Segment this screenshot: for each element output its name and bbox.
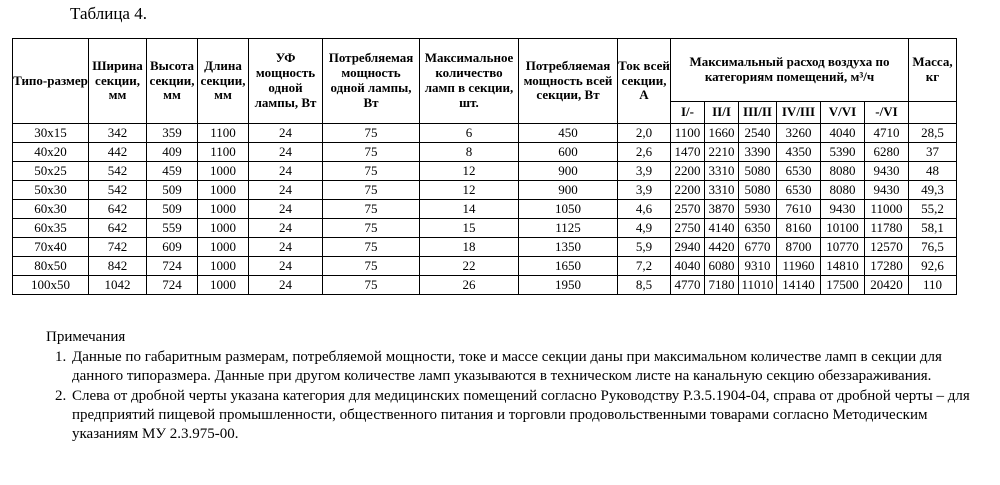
table-cell: 11780 [865, 219, 909, 238]
table-cell: 4770 [671, 276, 705, 295]
notes-list [46, 348, 986, 444]
table-cell: 17500 [821, 276, 865, 295]
table-caption: Таблица 4. [70, 4, 147, 23]
table-cell: 2940 [671, 238, 705, 257]
table-cell: 75 [323, 238, 420, 257]
table-cell: 1100 [198, 143, 249, 162]
table-cell: 1100 [198, 124, 249, 143]
table-cell: 24 [249, 200, 323, 219]
table-cell: 37 [909, 143, 957, 162]
table-cell: 9430 [865, 181, 909, 200]
table-cell: 2,6 [618, 143, 671, 162]
table-cell: 6280 [865, 143, 909, 162]
table-row [13, 200, 957, 219]
table-cell: 75 [323, 124, 420, 143]
table-cell: 5930 [739, 200, 777, 219]
header-power-section: Потребляемая мощность всей секции, Вт [519, 39, 618, 124]
table-cell: 642 [89, 200, 147, 219]
table-cell: 10770 [821, 238, 865, 257]
table-cell: 14140 [777, 276, 821, 295]
header-mass: Масса, кг [909, 39, 957, 102]
table-cell: 18 [420, 238, 519, 257]
table-cell: 9310 [739, 257, 777, 276]
table-cell: 30x15 [13, 124, 89, 143]
table-body [13, 124, 957, 295]
table-cell: 75 [323, 200, 420, 219]
table-row [13, 162, 957, 181]
table-cell: 4,6 [618, 200, 671, 219]
table-cell: 1000 [198, 219, 249, 238]
specs-table [12, 38, 957, 295]
table-cell: 1000 [198, 238, 249, 257]
table-cell: 3870 [705, 200, 739, 219]
table-cell: 48 [909, 162, 957, 181]
table-cell: 24 [249, 238, 323, 257]
table-cell: 6350 [739, 219, 777, 238]
table-cell: 5080 [739, 181, 777, 200]
table-cell: 609 [147, 238, 198, 257]
table-cell: 359 [147, 124, 198, 143]
note-item: 2. Слева от дробной черты указана категория для медицинских помещений согласно Руководству Р.3.5.1904-04, справа от дробной черты – для предприятий пищевой промышленности, общественного питания и торговли продовольственными товарами согласно Методическим указаниям МУ 2.3.975-00. [70, 387, 986, 444]
table-cell: 24 [249, 124, 323, 143]
header-category: I/- [671, 102, 705, 124]
table-cell: 60x30 [13, 200, 89, 219]
table-cell: 2750 [671, 219, 705, 238]
table-cell: 459 [147, 162, 198, 181]
table-cell: 3310 [705, 181, 739, 200]
table-cell: 4,9 [618, 219, 671, 238]
table-cell: 50x25 [13, 162, 89, 181]
table-cell: 49,3 [909, 181, 957, 200]
table-cell: 4140 [705, 219, 739, 238]
header-category: II/I [705, 102, 739, 124]
header-power-lamp: Потребляемая мощность одной лампы, Вт [323, 39, 420, 124]
table-cell: 24 [249, 219, 323, 238]
table-cell: 1650 [519, 257, 618, 276]
table-cell: 542 [89, 162, 147, 181]
table-cell: 542 [89, 181, 147, 200]
table-cell: 26 [420, 276, 519, 295]
table-cell: 2200 [671, 181, 705, 200]
table-cell: 28,5 [909, 124, 957, 143]
table-cell: 10100 [821, 219, 865, 238]
table-cell: 1470 [671, 143, 705, 162]
table-cell: 8160 [777, 219, 821, 238]
table-cell: 2200 [671, 162, 705, 181]
table-cell: 1000 [198, 257, 249, 276]
note-item: 1. Данные по габаритным размерам, потребляемой мощности, токе и массе секции даны при максимальном количестве ламп в секции для данного типоразмера. Данные при другом количестве ламп указываются в техническом листе на канальную секцию обеззараживания. [70, 348, 986, 386]
table-row [13, 143, 957, 162]
table-cell: 450 [519, 124, 618, 143]
table-cell: 3,9 [618, 162, 671, 181]
table-cell: 8080 [821, 162, 865, 181]
table-cell: 55,2 [909, 200, 957, 219]
table-cell: 100x50 [13, 276, 89, 295]
table-cell: 75 [323, 181, 420, 200]
table-cell: 8 [420, 143, 519, 162]
table-cell: 4040 [671, 257, 705, 276]
table-cell: 900 [519, 162, 618, 181]
table-cell: 2570 [671, 200, 705, 219]
table-cell: 4350 [777, 143, 821, 162]
table-cell: 724 [147, 276, 198, 295]
table-cell: 75 [323, 276, 420, 295]
table-cell: 11000 [865, 200, 909, 219]
table-cell: 342 [89, 124, 147, 143]
table-cell: 92,6 [909, 257, 957, 276]
table-cell: 12 [420, 181, 519, 200]
table-cell: 9430 [821, 200, 865, 219]
table-cell: 559 [147, 219, 198, 238]
table-cell: 4040 [821, 124, 865, 143]
table-cell: 76,5 [909, 238, 957, 257]
table-cell: 6770 [739, 238, 777, 257]
table-cell: 1000 [198, 162, 249, 181]
table-cell: 14810 [821, 257, 865, 276]
table-cell: 110 [909, 276, 957, 295]
table-cell: 1050 [519, 200, 618, 219]
table-cell: 4710 [865, 124, 909, 143]
header-length: Длина секции, мм [198, 39, 249, 124]
table-cell: 1000 [198, 181, 249, 200]
table-cell: 2210 [705, 143, 739, 162]
table-cell: 75 [323, 143, 420, 162]
table-cell: 50x30 [13, 181, 89, 200]
table-cell: 5,9 [618, 238, 671, 257]
table-cell: 842 [89, 257, 147, 276]
table-cell: 12 [420, 162, 519, 181]
notes-title: Примечания [46, 329, 126, 345]
table-cell: 3390 [739, 143, 777, 162]
table-row [13, 238, 957, 257]
table-cell: 6080 [705, 257, 739, 276]
table-cell: 24 [249, 143, 323, 162]
table-cell: 7,2 [618, 257, 671, 276]
table-cell: 2,0 [618, 124, 671, 143]
table-cell: 8080 [821, 181, 865, 200]
table-cell: 22 [420, 257, 519, 276]
table-cell: 14 [420, 200, 519, 219]
table-row [13, 181, 957, 200]
table-cell: 1950 [519, 276, 618, 295]
table-row [13, 219, 957, 238]
table-cell: 3260 [777, 124, 821, 143]
table-cell: 6530 [777, 162, 821, 181]
table-cell: 5080 [739, 162, 777, 181]
table-cell: 24 [249, 276, 323, 295]
header-mass-blank [909, 102, 957, 124]
header-uv-power: УФ мощность одной лампы, Вт [249, 39, 323, 124]
table-cell: 1000 [198, 276, 249, 295]
table-cell: 509 [147, 181, 198, 200]
table-cell: 1100 [671, 124, 705, 143]
header-type: Типо-размер [13, 39, 89, 124]
table-cell: 7180 [705, 276, 739, 295]
table-cell: 60x35 [13, 219, 89, 238]
table-cell: 9430 [865, 162, 909, 181]
header-category: -/VI [865, 102, 909, 124]
table-cell: 409 [147, 143, 198, 162]
table-cell: 442 [89, 143, 147, 162]
table-cell: 600 [519, 143, 618, 162]
table-cell: 6 [420, 124, 519, 143]
header-height: Высота секции, мм [147, 39, 198, 124]
header-airflow: Максимальный расход воздуха по категориям помещений, м³/ч [671, 39, 909, 102]
table-cell: 75 [323, 162, 420, 181]
table-cell: 12570 [865, 238, 909, 257]
table-cell: 80x50 [13, 257, 89, 276]
table-cell: 1350 [519, 238, 618, 257]
table-row [13, 276, 957, 295]
table-cell: 5390 [821, 143, 865, 162]
table-cell: 2540 [739, 124, 777, 143]
table-row [13, 257, 957, 276]
table-cell: 742 [89, 238, 147, 257]
table-cell: 642 [89, 219, 147, 238]
header-max-lamps: Максимальное количество ламп в секции, шт. [420, 39, 519, 124]
header-current: Ток всей секции, А [618, 39, 671, 124]
table-cell: 900 [519, 181, 618, 200]
header-category: IV/III [777, 102, 821, 124]
table-cell: 20420 [865, 276, 909, 295]
table-cell: 24 [249, 257, 323, 276]
table-cell: 1125 [519, 219, 618, 238]
table-cell: 509 [147, 200, 198, 219]
table-cell: 1660 [705, 124, 739, 143]
table-cell: 24 [249, 181, 323, 200]
notes-section [46, 328, 986, 445]
table-cell: 75 [323, 219, 420, 238]
table-cell: 3310 [705, 162, 739, 181]
table-cell: 70x40 [13, 238, 89, 257]
table-cell: 11010 [739, 276, 777, 295]
table-cell: 1000 [198, 200, 249, 219]
table-cell: 7610 [777, 200, 821, 219]
table-row [13, 124, 957, 143]
header-width: Ширина секции, мм [89, 39, 147, 124]
table-cell: 3,9 [618, 181, 671, 200]
table-cell: 17280 [865, 257, 909, 276]
table-cell: 58,1 [909, 219, 957, 238]
table-cell: 11960 [777, 257, 821, 276]
table-cell: 8,5 [618, 276, 671, 295]
header-category: V/VI [821, 102, 865, 124]
table-cell: 8700 [777, 238, 821, 257]
table-cell: 15 [420, 219, 519, 238]
table-cell: 24 [249, 162, 323, 181]
table-cell: 1042 [89, 276, 147, 295]
table-cell: 75 [323, 257, 420, 276]
table-cell: 6530 [777, 181, 821, 200]
table-cell: 724 [147, 257, 198, 276]
header-category: III/II [739, 102, 777, 124]
table-cell: 4420 [705, 238, 739, 257]
table-cell: 40x20 [13, 143, 89, 162]
